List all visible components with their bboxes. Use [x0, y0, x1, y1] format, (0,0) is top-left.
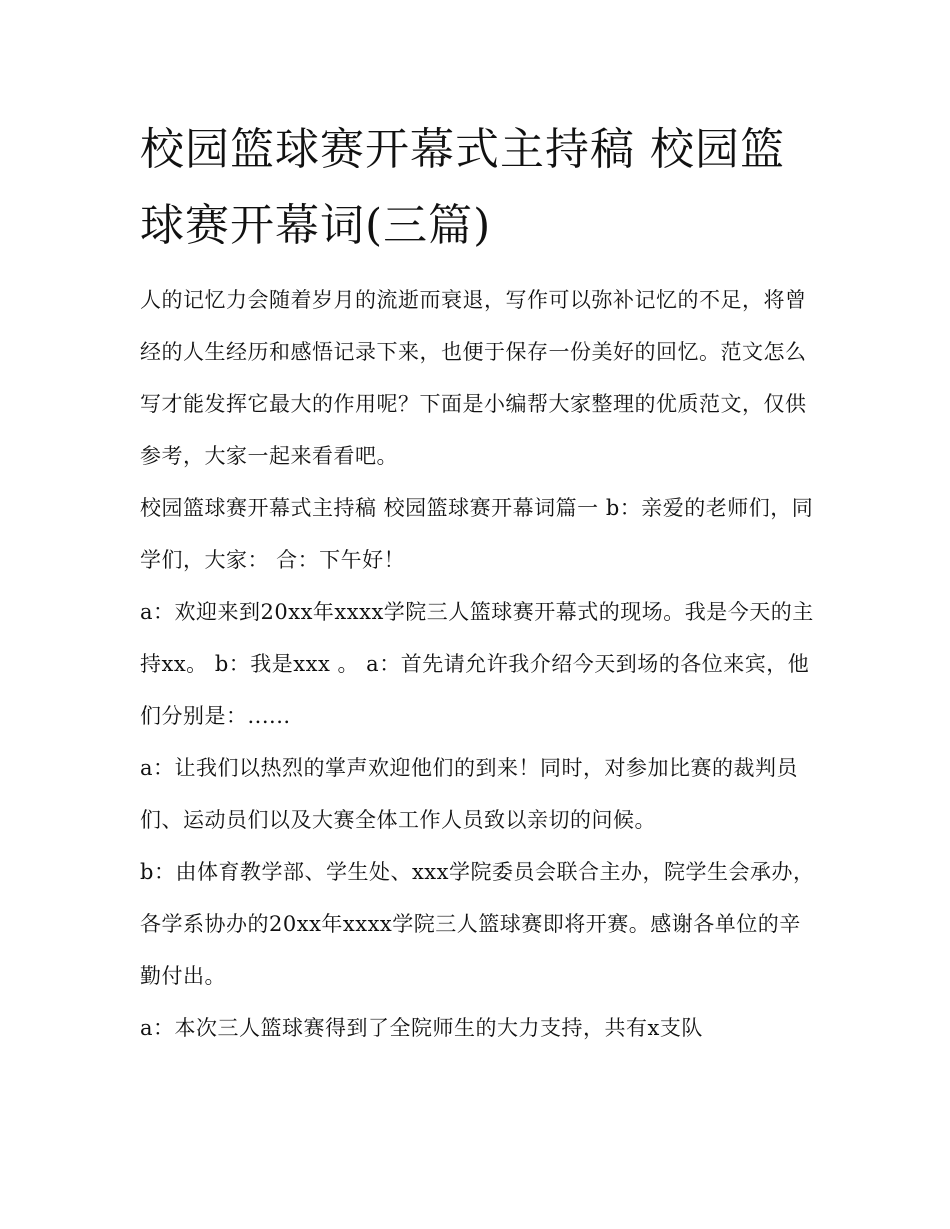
paragraph-organizers: b：由体育教学部、学生处、xxx学院委员会联合主办，院学生会承办，各学系协办的20xx年xxxx学院三人篮球赛即将开赛。感谢各单位的辛勤付出。: [140, 860, 815, 988]
paragraph-support: a：本次三人篮球赛得到了全院师生的大力支持，共有x支队: [140, 1016, 703, 1040]
paragraph-intro: 人的记忆力会随着岁月的流逝而衰退，写作可以弥补记忆的不足，将曾经的人生经历和感悟记录下来，也便于保存一份美好的回忆。范文怎么写才能发挥它最大的作用呢？下面是小编帮大家整理的优质范文，仅供参考，大家一起来看看吧。: [140, 288, 807, 468]
paragraph-greeting: 校园篮球赛开幕式主持稿 校园篮球赛开幕词篇一 b：亲爱的老师们，同学们，大家： 合：下午好！: [140, 496, 814, 572]
paragraph-welcome: a：欢迎来到20xx年xxxx学院三人篮球赛开幕式的现场。我是今天的主持xx。 b：我是xxx 。 a：首先请允许我介绍今天到场的各位来宾，他们分别是：......: [140, 600, 814, 728]
paragraph-applause: a：让我们以热烈的掌声欢迎他们的到来！同时，对参加比赛的裁判员们、运动员们以及大赛全体工作人员致以亲切的问候。: [140, 756, 799, 832]
document-body: [140, 112, 820, 1054]
document-title: 校园篮球赛开幕式主持稿 校园篮球赛开幕词(三篇): [140, 124, 785, 251]
